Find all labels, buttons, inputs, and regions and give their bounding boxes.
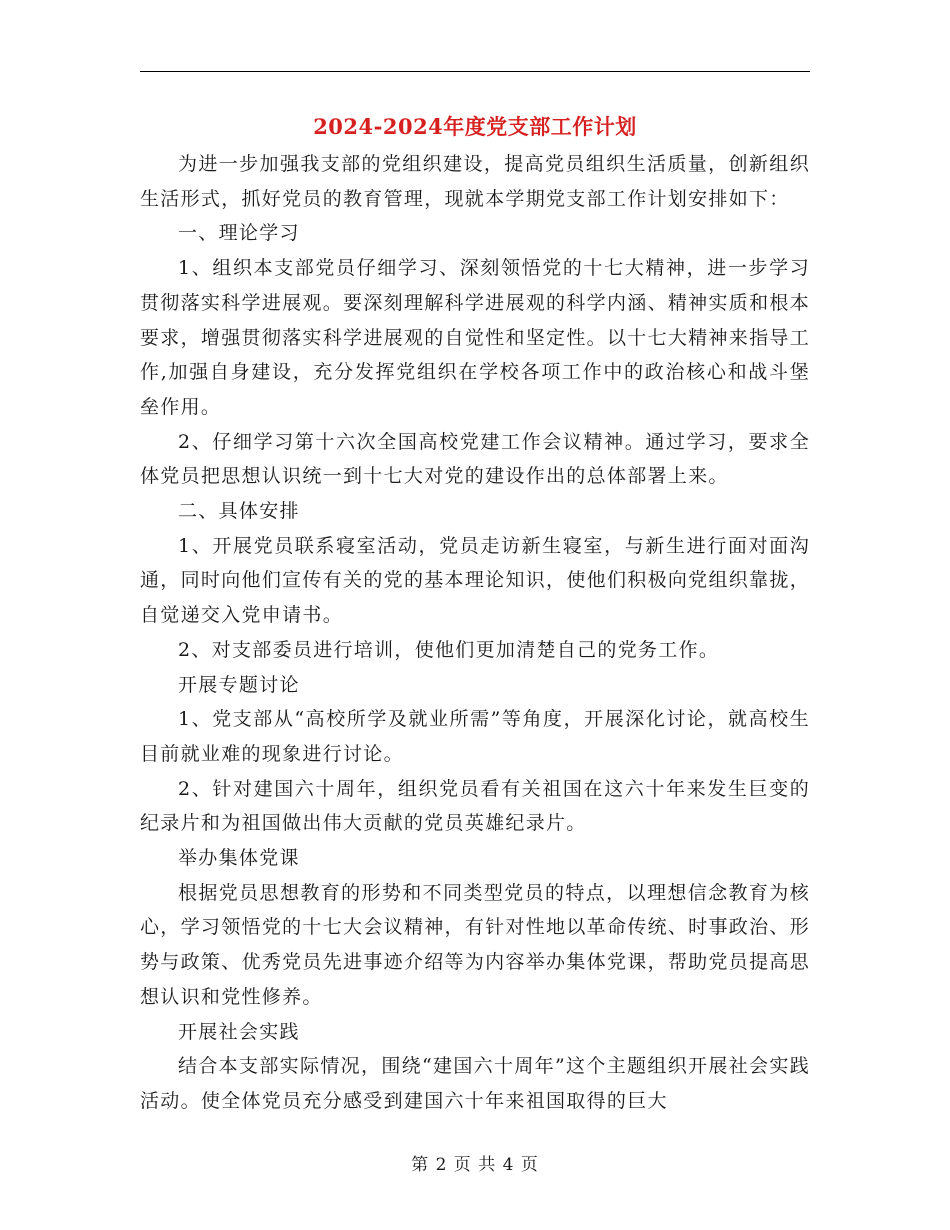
page-number: 第 2 页 共 4 页 [411,1155,539,1175]
paragraph-theory-2: 2、仔细学习第十六次全国高校党建工作会议精神。通过学习，要求全体党员把思想认识统一到十七大对党的建设作出的总体部署上来。 [140,430,810,488]
header-rule [140,71,810,72]
paragraph-arrangement-2: 2、对支部委员进行培训，使他们更加清楚自己的党务工作。 [178,638,720,661]
paragraph-discussion-2: 2、针对建国六十周年，组织党员看有关祖国在这六十年来发生巨变的纪录片和为祖国做出伟大贡献的党员英雄纪录片。 [140,777,810,835]
paragraph-arrangement-1: 1、开展党员联系寝室活动，党员走访新生寝室，与新生进行面对面沟通，同时向他们宣传有关的党的基本理论知识，使他们积极向党组织靠拢，自觉递交入党申请书。 [140,534,810,627]
section-heading-theory-study: 一、理论学习 [178,222,300,245]
paragraph-social-practice: 结合本支部实际情况，围绕“建国六十周年”这个主题组织开展社会实践活动。使全体党员充分感受到建国六十年来祖国取得的巨大 [140,1055,810,1112]
paragraph-theory-1: 1、组织本支部党员仔细学习、深刻领悟党的十七大精神，进一步学习贯彻落实科学进展观。要深刻理解科学进展观的科学内涵、精神实质和根本要求，增强贯彻落实科学进展观的自觉性和坚定性。以十七大精神来指导工作,加强自身建设，充分发挥党组织在学校各项工作中的政治核心和战斗堡垒作用。 [140,257,810,418]
section-heading-social-practice: 开展社会实践 [178,1020,300,1043]
section-heading-party-lecture: 举办集体党课 [178,847,300,870]
paragraph-discussion-1: 1、党支部从“高校所学及就业所需”等角度，开展深化讨论，就高校生目前就业难的现象进行讨论。 [140,708,810,765]
document-body [140,147,810,1119]
section-heading-topic-discussion: 开展专题讨论 [178,673,300,696]
section-heading-specific-arrangements: 二、具体安排 [178,500,300,523]
paragraph-party-lecture: 根据党员思想教育的形势和不同类型党员的特点，以理想信念教育为核心，学习领悟党的十七大会议精神，有针对性地以革命传统、时事政治、形势与政策、优秀党员先进事迹介绍等为内容举办集体党课，帮助党员提高思想认识和党性修养。 [140,881,810,1008]
document-title: 2024-2024年度党支部工作计划 [313,114,637,139]
paragraph-intro: 为进一步加强我支部的党组织建设，提高党员组织生活质量，创新组织生活形式，抓好党员的教育管理，现就本学期党支部工作计划安排如下： [140,153,810,210]
